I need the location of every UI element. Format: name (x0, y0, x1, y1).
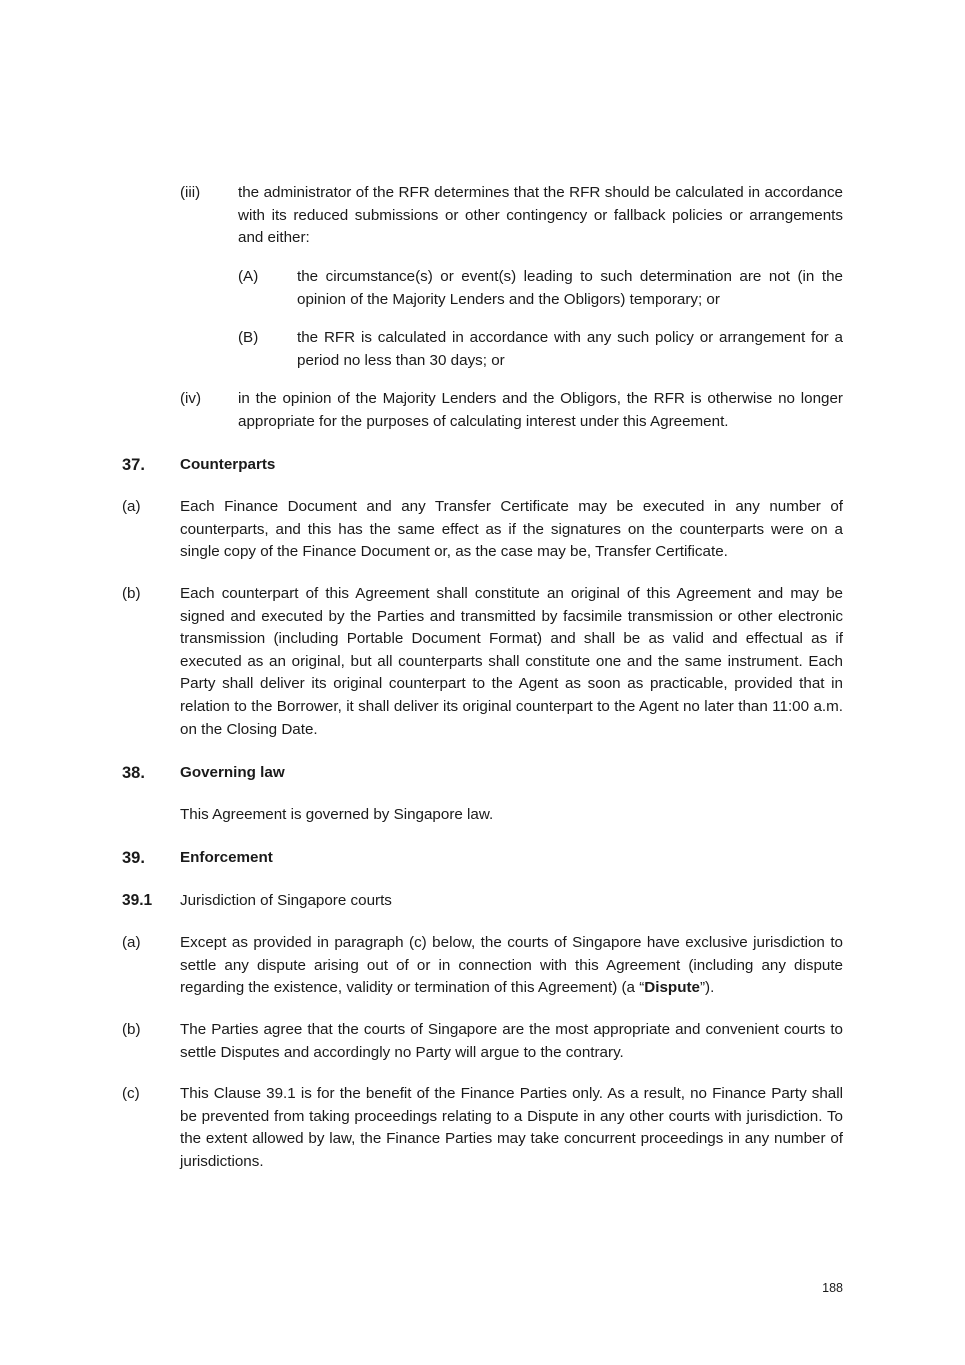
clause-38-text (122, 804, 843, 827)
clause-37-b-text: Each counterpart of this Agreement shall constitute an original of this Agreement and may be signed and executed by the Parties and transmitted by facsimile transmission or other electronic transmission (including Portable Document Format) and shall be as valid and effectual as if executed as an original, but all counterparts shall constitute one and the same instrument. Each Party shall deliver its original counterpart to the Agent as soon as practicable, provided that in relation to the Borrower, it shall deliver its original counterpart to the Agent no later than 11:00 a.m. on the Closing Date. (180, 585, 843, 738)
clause-38-title: Governing law (180, 764, 285, 781)
clause-37-title: Counterparts (180, 456, 276, 473)
clause-37-b-number: (b) (122, 585, 141, 602)
clause-37-para-a (122, 496, 843, 564)
item-iii-b-number: (B) (238, 329, 259, 346)
clause-39-1-heading (122, 890, 843, 913)
clause-38-body: This Agreement is governed by Singapore law. (180, 806, 494, 823)
clause-39-b-text: The Parties agree that the courts of Singapore are the most appropriate and convenient courts to settle Disputes and accordingly no Party will argue to the contrary. (180, 1021, 843, 1061)
clause-37-a-text: Each Finance Document and any Transfer Certificate may be executed in any number of counterparts, and this has the same effect as if the signatures on the counterparts were on a single copy of the Finance Document or, as the case may be, Transfer Certificate. (180, 498, 843, 561)
clause-39-a-text (180, 932, 843, 1000)
item-iii-number: (iii) (180, 184, 201, 201)
clause-38-heading (122, 762, 843, 785)
clause-39-c-number: (c) (122, 1085, 140, 1102)
clause-37-a-number: (a) (122, 498, 141, 515)
clause-39-title: Enforcement (180, 849, 273, 866)
clause-39-1-title: Jurisdiction of Singapore courts (180, 892, 392, 909)
clause-37-heading (122, 454, 843, 477)
item-iii-a (238, 266, 843, 311)
clause-39-para-b (122, 1019, 843, 1064)
item-iii-text: the administrator of the RFR determines that the RFR should be calculated in accordance with its reduced submissions or other contingency or fallback policies or arrangements and either: (238, 184, 843, 247)
item-iv (180, 388, 843, 433)
clause-39-c-text: This Clause 39.1 is for the benefit of the Finance Parties only. As a result, no Finance Party shall be prevented from taking proceedings relating to a Dispute in any other courts with jurisdiction. To the extent allowed by law, the Finance Parties may take concurrent proceedings in any number of jurisdictions. (180, 1085, 843, 1170)
item-iii-a-number: (A) (238, 268, 259, 285)
clause-39-b-number: (b) (122, 1021, 141, 1038)
item-iii-b-text: the RFR is calculated in accordance with any such policy or arrangement for a period no less than 30 days; or (297, 329, 843, 369)
item-iv-number: (iv) (180, 390, 202, 407)
page-number: 188 (822, 1281, 843, 1295)
clause-37-para-b (122, 583, 843, 741)
clause-37-number: 37. (122, 456, 145, 474)
defined-term-dispute: Dispute (644, 979, 700, 997)
clause-39-a-text-before: Except as provided in paragraph (c) below, the courts of Singapore have exclusive jurisdiction to settle any dispute arising out of or in connection with this Agreement (including any dispute regarding the existence, validity or termination of this Agreement) (a “ (180, 934, 843, 997)
clause-39-heading (122, 847, 843, 870)
item-iii-a-text: the circumstance(s) or event(s) leading to such determination are not (in the opinion of the Majority Lenders and the Obligors) temporary; or (297, 268, 843, 308)
clause-39-number: 39. (122, 849, 145, 867)
clause-39-para-c (122, 1083, 843, 1173)
clause-39-a-number: (a) (122, 934, 141, 951)
clause-39-a-text-after: ”). (700, 979, 715, 997)
clause-39-para-a (122, 932, 843, 1000)
clause-38-number: 38. (122, 764, 145, 782)
item-iv-text: in the opinion of the Majority Lenders and the Obligors, the RFR is otherwise no longer appropriate for the purposes of calculating interest under this Agreement. (238, 390, 843, 430)
item-iii-b (238, 327, 843, 372)
clause-39-1-number: 39.1 (122, 892, 153, 909)
item-iii (180, 182, 843, 250)
